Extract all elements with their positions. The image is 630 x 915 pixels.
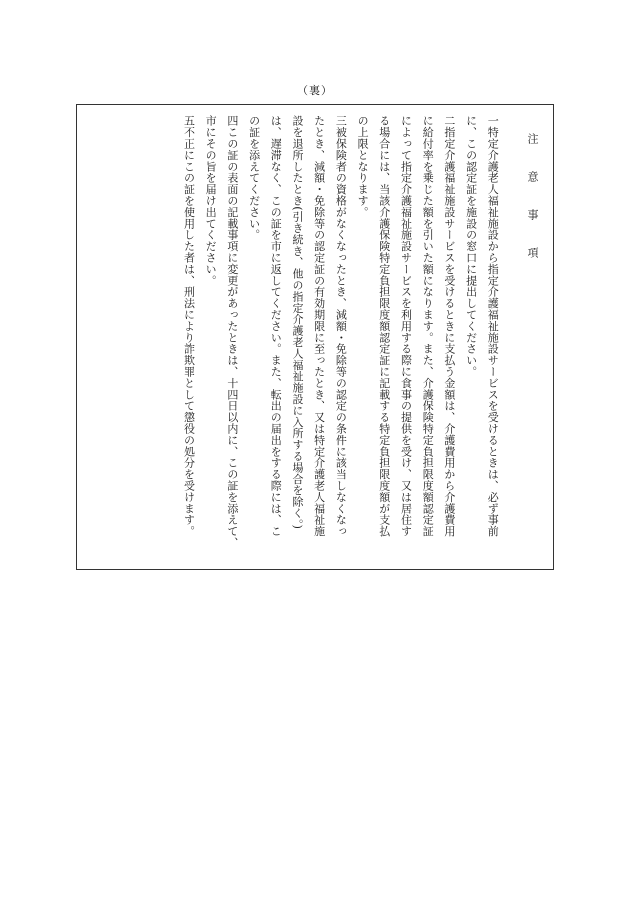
item-number: 四: [225, 115, 239, 127]
item-number: 二: [442, 115, 456, 127]
notice-item-1: [460, 115, 503, 563]
item-text-line: たとき、減額・免除等の認定証の有効期限に至ったとき、又は特定介護老人福祉施: [312, 115, 326, 537]
notice-item-4: [199, 115, 242, 563]
notice-item-3: [243, 115, 352, 563]
item-text-line: の証を添えてください。: [247, 115, 261, 241]
notice-item-5: [178, 115, 200, 563]
item-text-line: 市にその旨を届け出てください。: [204, 115, 218, 286]
item-text-line: によって指定介護福祉施設サービスを利用する際に食事の提供を受け、又は居住す: [399, 115, 413, 537]
item-text-line: に、この認定証を施設の窓口に提出してください。: [464, 115, 478, 378]
notice-body: [178, 115, 543, 563]
item-number: 三: [334, 115, 348, 127]
item-text-line: は、遅滞なく、この証を市に返してください。また、転出の届出をする際には、こ: [269, 115, 283, 537]
notice-heading: 注 意 事 項: [526, 133, 539, 266]
item-text-line: この証の表面の記載事項に変更があったときは、十四日以内に、この証を添えて、: [225, 126, 239, 549]
item-text-line: 特定介護老人福祉施設から指定介護福祉施設サービスを受けるときは、必ず事前: [486, 126, 500, 537]
page-side-label: （裏）: [297, 84, 333, 97]
item-text-line: 不正にこの証を使用した者は、刑法により詐欺罪として懲役の処分を受けます。: [182, 126, 196, 537]
item-text-line: 被保険者の資格がなくなったとき、減額・免除等の認定の条件に該当しなくなっ: [334, 126, 348, 537]
item-number: 五: [182, 115, 196, 127]
item-number: 一: [486, 115, 500, 127]
item-text-line: る場合には、当該介護保険特定負担限度額認定証に記載する特定負担限度額が支払: [377, 115, 391, 537]
item-text-line: 指定介護福祉施設サービスを受けるときに支払う金額は、介護費用から介護費用: [442, 126, 456, 537]
item-text-line: に給付率を乗じた額を引いた額になります。また、介護保険特定負担限度額認定証: [421, 115, 435, 537]
item-text-line: の上限となります。: [356, 115, 370, 218]
item-text-line: 設を退所したとき(引き続き、他の指定介護老人福祉施設に入所する場合を除く。): [290, 115, 304, 530]
notice-item-2: [351, 115, 460, 563]
notice-box: [76, 104, 554, 570]
